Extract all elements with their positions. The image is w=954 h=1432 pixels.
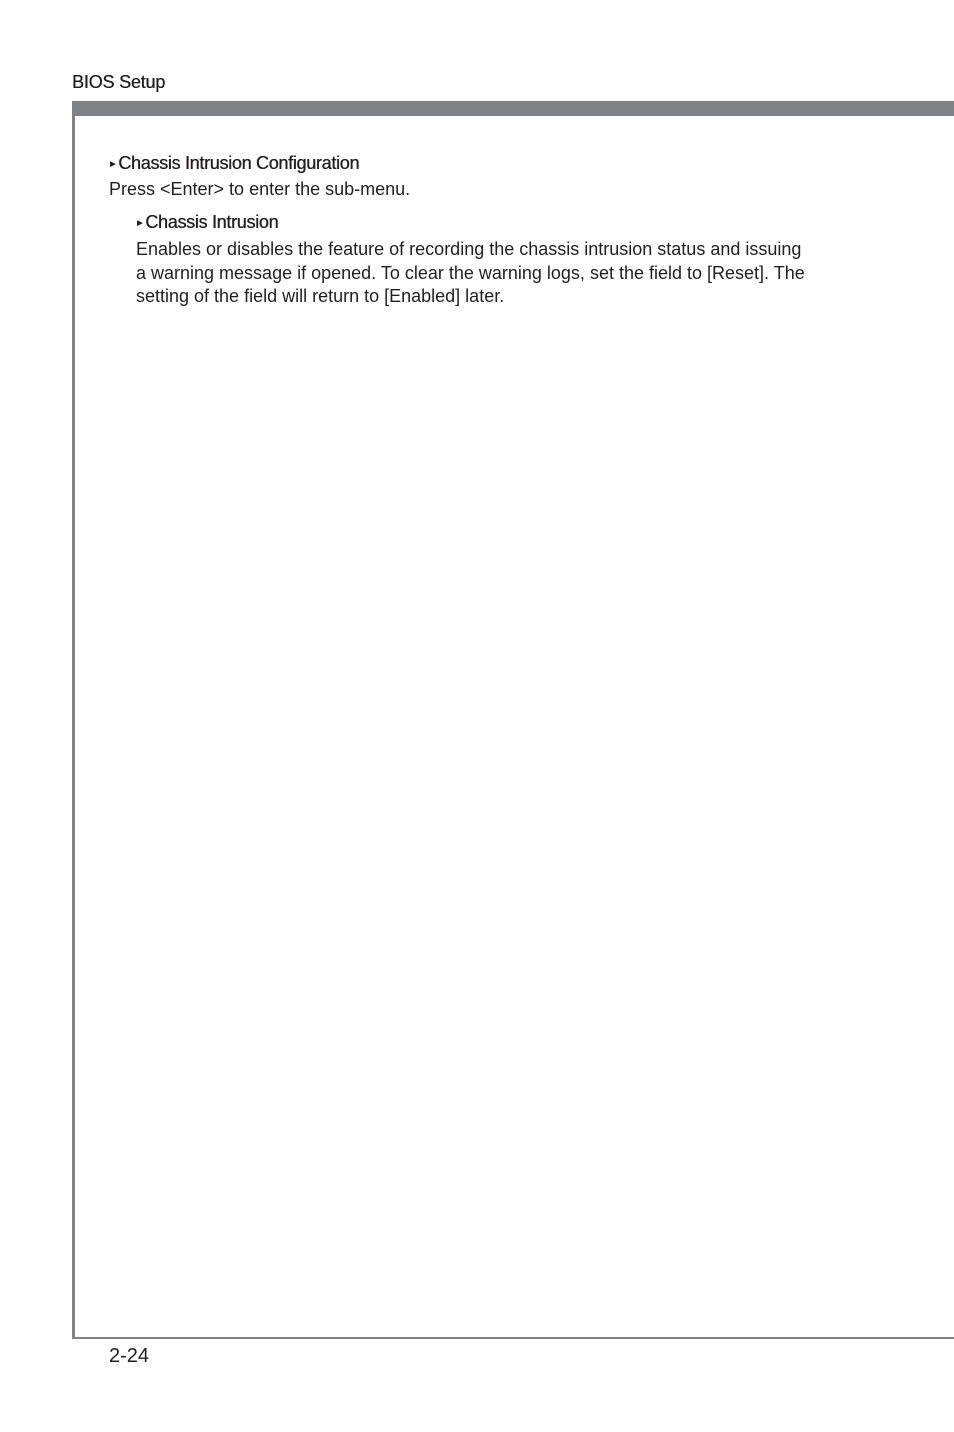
item-heading-chassis-intrusion (137, 212, 278, 233)
item-heading-chassis-intrusion-configuration (110, 153, 359, 174)
description-line: Press <Enter> to enter the sub-menu. (109, 179, 411, 199)
item-description (136, 238, 805, 309)
item-title: Chassis Intrusion Configuration (118, 153, 360, 173)
item-title: Chassis Intrusion (145, 212, 279, 232)
description-line: a warning message if opened. To clear the warning logs, set the field to [Reset]. The (136, 262, 805, 283)
section-title: BIOS Setup (72, 72, 166, 92)
triangle-right-icon: ▸ (137, 217, 143, 229)
description-line: Enables or disables the feature of recording the chassis intrusion status and issuing (136, 239, 802, 259)
footer-rule (72, 1337, 954, 1339)
triangle-right-icon: ▸ (110, 158, 116, 170)
header-bar (72, 101, 954, 116)
page-number: 2-24 (109, 1345, 150, 1367)
item-description (109, 178, 410, 202)
left-margin-rule (72, 101, 75, 1339)
description-line: setting of the field will return to [Enabled] later. (136, 286, 505, 306)
